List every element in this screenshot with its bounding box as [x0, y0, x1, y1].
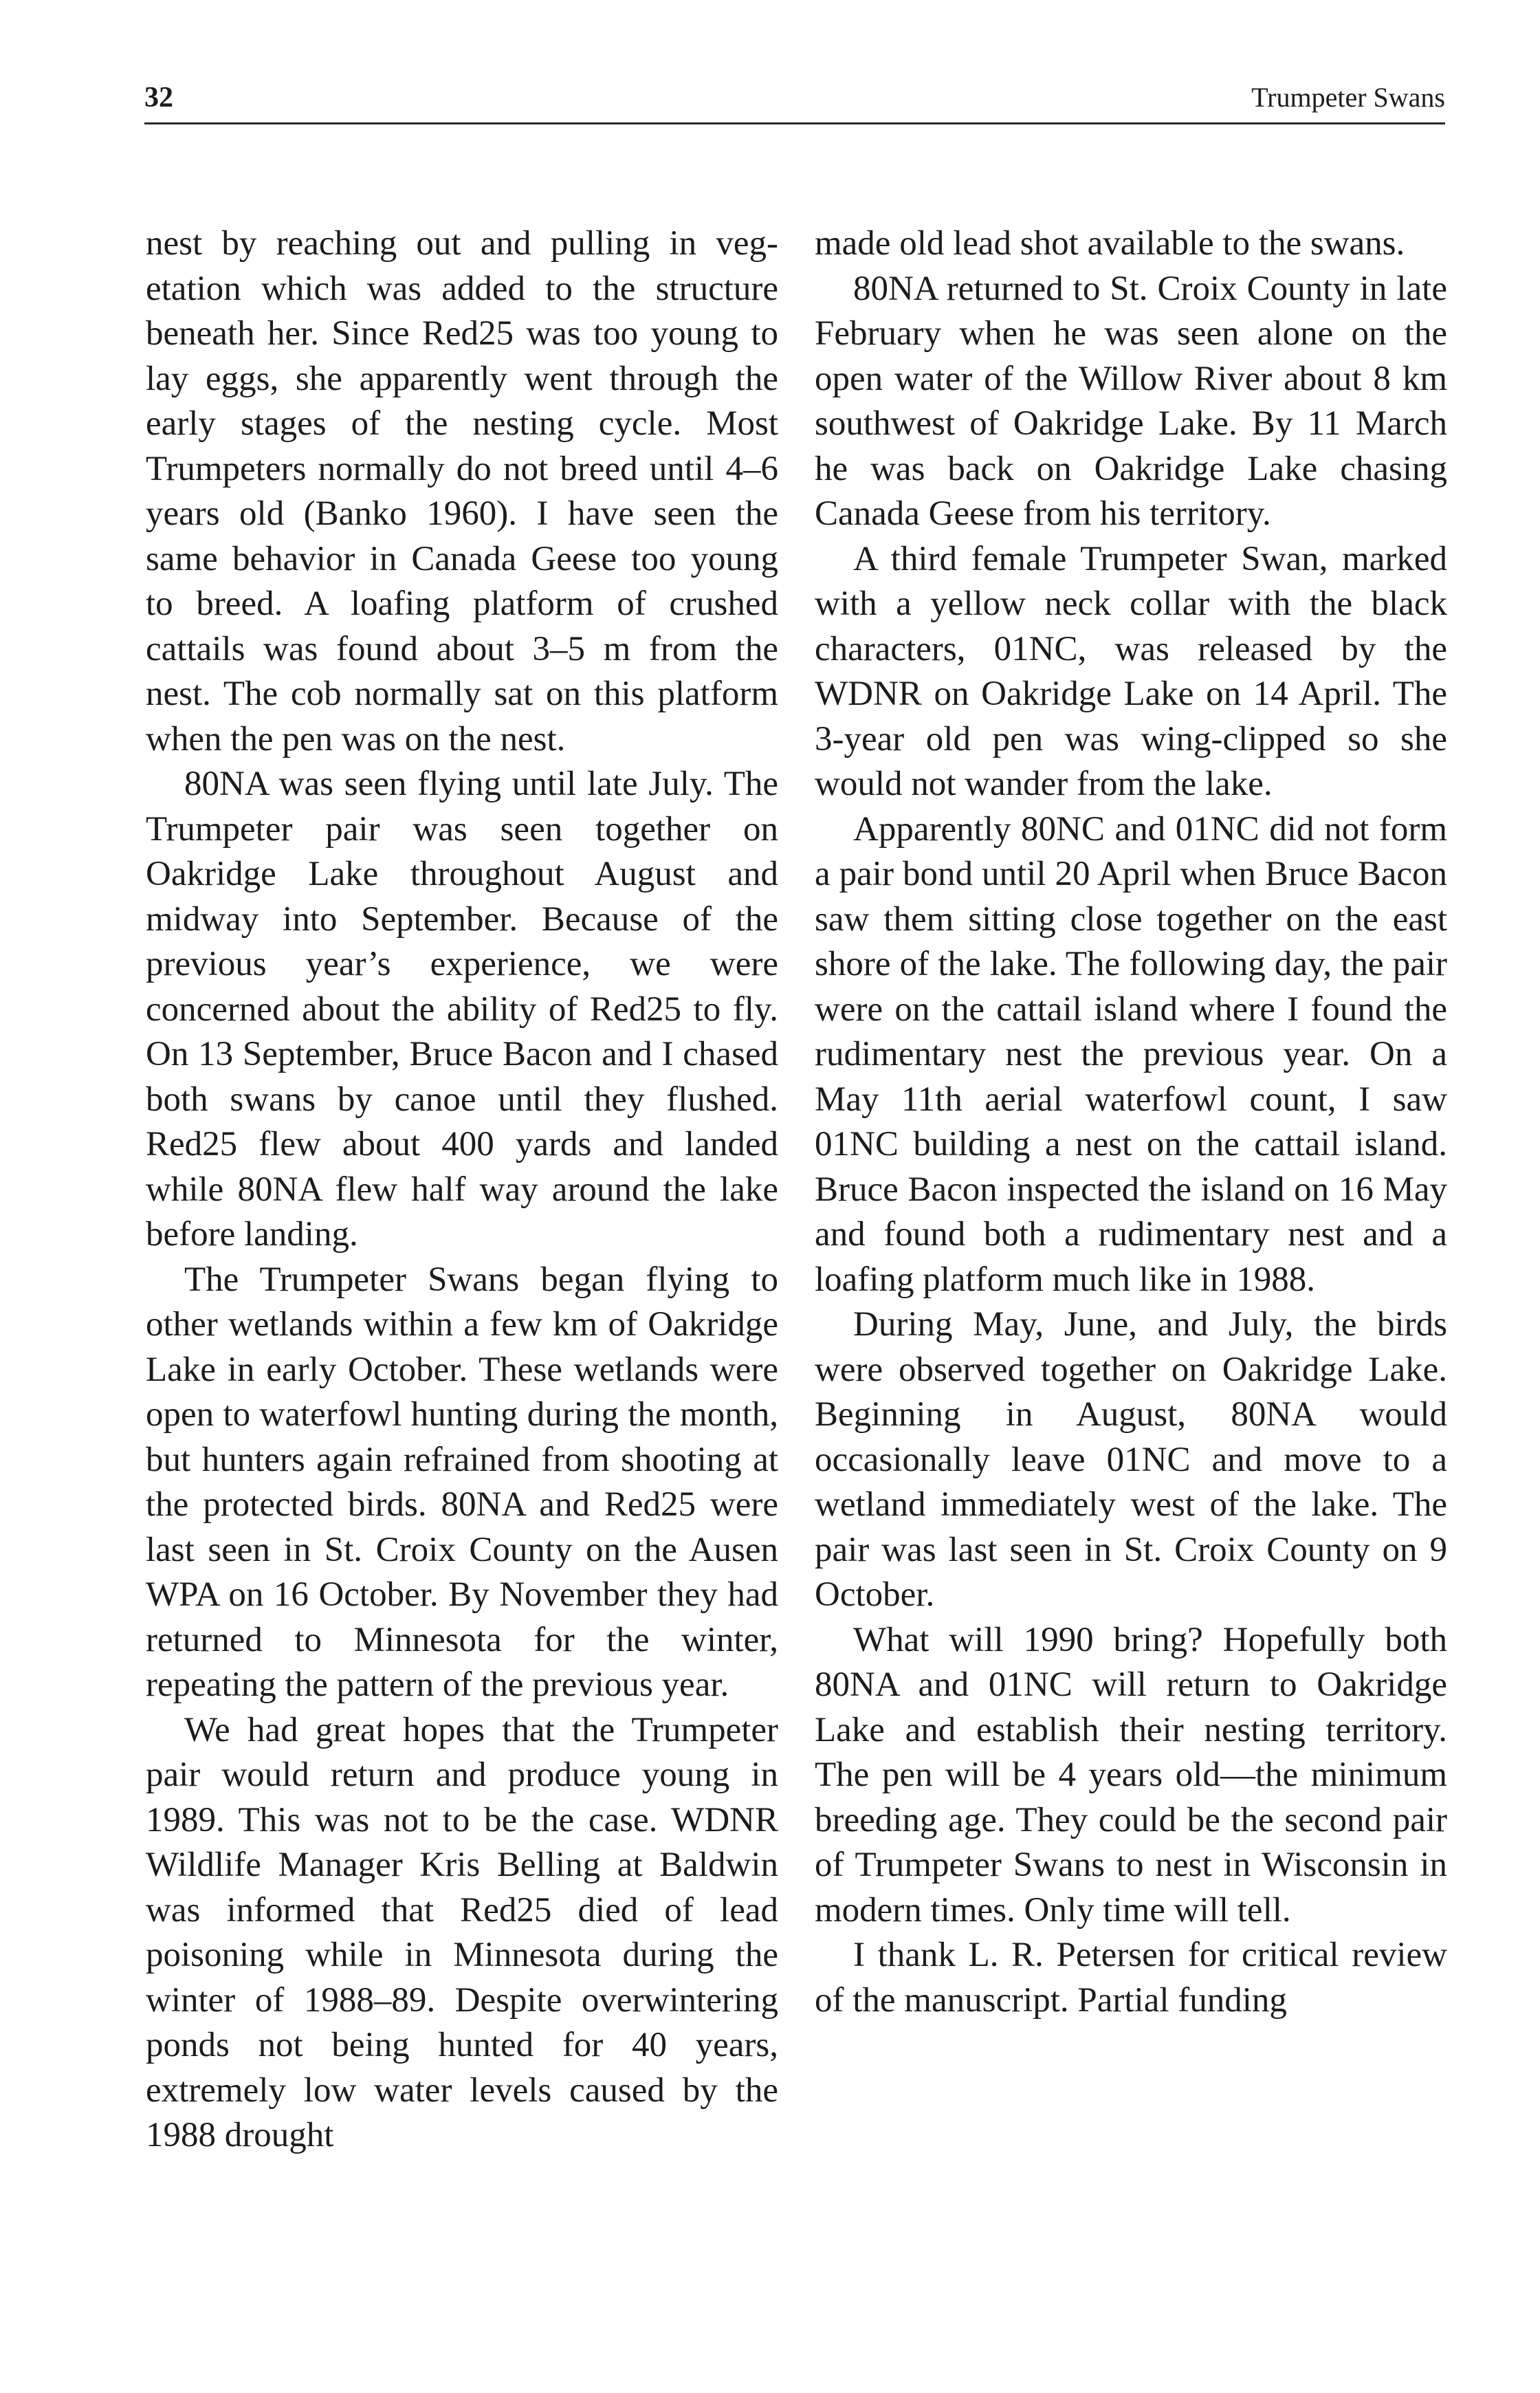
- paragraph: 80NA returned to St. Croix County in late February when he was seen alone on the open water of the Willow River about 8 km southwest of Oakridge Lake. By 11 March he was back on Oakridge Lake chasing Canada Geese from his territory.: [815, 269, 1447, 533]
- paragraph: I thank L. R. Petersen for critical review of the manuscript. Partial funding: [815, 1936, 1447, 2020]
- paragraph: made old lead shot available to the swans.: [815, 224, 1405, 263]
- running-title: Trumpeter Swans: [1251, 82, 1445, 113]
- paragraph: What will 1990 bring? Hopefully both 80NA and 01NC will return to Oakridge Lake and establish their nesting territory. The pen will be 4 years old—the minimum breeding age. They could be the second pair of Trumpeter Swans to nest in Wisconsin in modern times. Only time will tell.: [815, 1620, 1447, 1930]
- paragraph: 80NA was seen flying until late July. The Trumpeter pair was seen together on Oakridge Lake throughout August and midway into September. Because of the previous year’s experience, we were concerned about the ability of Red25 to fly. On 13 September, Bruce Bacon and I chased both swans by canoe until they flushed. Red25 flew about 400 yards and landed while 80NA flew half way around the lake before landing.: [146, 765, 778, 1254]
- paragraph: During May, June, and July, the birds were observed together on Oakridge Lake. Beginning in August, 80NA would occasionally leave 01NC and move to a wetland immediately west of the lake. The pair was last seen in St. Croix County on 9 October.: [815, 1305, 1447, 1614]
- paragraph: Apparently 80NC and 01NC did not form a pair bond until 20 April when Bruce Bacon saw them sitting close together on the east shore of the lake. The following day, the pair were on the cattail island where I found the rudimentary nest the previous year. On a May 11th aerial waterfowl count, I saw 01NC building a nest on the cattail island. Bruce Bacon inspected the island on 16 May and found both a rudimentary nest and a loafing platform much like in 1988.: [815, 809, 1447, 1299]
- paragraph: The Trumpeter Swans began flying to other wetlands within a few km of Oakridge Lake in early October. These wetlands were open to waterfowl hunting during the month, but hunters again refrained from shooting at the protected birds. 80NA and Red25 were last seen in St. Croix County on the Ausen WPA on 16 October. By November they had returned to Minnesota for the winter, repeating the pattern of the previous year.: [146, 1260, 778, 1704]
- paragraph: nest by reaching out and pulling in vegetation which was added to the structure beneath her. Since Red25 was too young to lay eggs, she apparently went through the early stages of the nesting cycle. Most Trumpeters normally do not breed until 4–6 years old (Banko 1960). I have seen the same behavior in Canada Geese too young to breed. A loafing platform of crushed cattails was found about 3–5 m from the nest. The cob normally sat on this platform when the pen was on the nest.: [146, 224, 778, 758]
- left-column: [146, 221, 778, 2159]
- page-number: 32: [144, 82, 173, 113]
- page-header: [144, 81, 1445, 124]
- paragraph: We had great hopes that the Trumpeter pair would return and produce young in 1989. This was not to be the case. WDNR Wildlife Manager Kris Belling at Baldwin was informed that Red25 died of lead poisoning while in Minnesota during the winter of 1988–89. Despite overwintering ponds not being hunted for 40 years, extremely low water levels caused by the 1988 drought: [146, 1710, 778, 2154]
- paragraph: A third female Trumpeter Swan, marked with a yellow neck collar with the black characters, 01NC, was released by the WDNR on Oakridge Lake on 14 April. The 3-year old pen was wing-clipped so she would not wander from the lake.: [815, 539, 1447, 803]
- right-column: [815, 221, 1447, 2023]
